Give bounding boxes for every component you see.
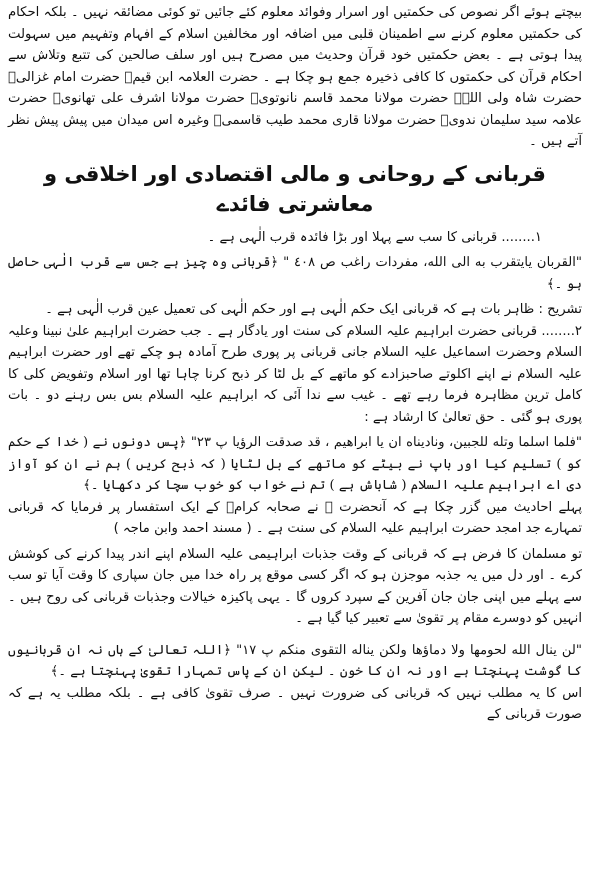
quote-one: "القربان یایتقرب به الی الله، مفردات راغب ص ٤٠٨ " ﴿قربانی وہ چیز ہے جس سے قرب الٰہی حاصل ہو ۔﴾ (8, 255, 582, 292)
hadith-paragraph: پہلے احادیث میں گزر چکا ہے کہ آنحضرت ﷺ نے صحابہ کرامؓ کے ایک استفسار پر فرمایا کہ قربانی تمہارے جد امجد حضرت ابراہیم علیہ السلام کی سنت ہے ۔ ( مسند احمد وابن ماجہ ) (8, 499, 582, 536)
section-heading: قربانی کے روحانی و مالی اقتصادی اور اخلاقی و معاشرتی فائدے (44, 161, 546, 216)
quote-two: "فلما اسلما وتله للجبين، وناديناه ان يا ابراهيم ، قد صدقت الرؤيا پ ٢٣" ﴿پس دونوں نے ( خدا کے حکم کو ) تسلیم کیا اور باپ نے بیٹے کو ماتھے کے بل لٹایا ( کہ ذبح کریں ) ہم نے ان کو آواز دی اے ابراہیم علیہ السلام ( شاباش ہے ) تم نے خواب کو خوب سچا کر دکھایا ۔﴾ (8, 435, 582, 493)
point-two: ٢........ قربانی حضرت ابراہیم علیہ السلام کی سنت اور یادگار ہے ۔ جب حضرت ابراہیم علیٰ نبینا وعلیہ السلام وحضرت اسماعیل علیہ السلام جانی قربانی پر پوری طرح آمادہ ہو چکے تھے اور حضرت ابراہیم علیہ السلام نے اپنے اکلوتے صاحبزادے کو ماتھے کے بل لٹا کر ذبح کرنا چاہا تھا اور اسلام وتفویض کلی کا کامل ترین مظاہرہ فرما رہے تھے ۔ غیب سے ندا آئی کہ ابراہیم علیہ السلام بس بس رہنے دو ۔ بات پوری ہو گئی ۔ حق تعالیٰ کا ارشاد ہے : (8, 323, 582, 425)
tashreeh-paragraph: تشریح : ظاہر بات ہے کہ قربانی ایک حکم الٰہی ہے اور حکم الٰہی کی تعمیل عین قرب الٰہی ہے ۔ (45, 302, 582, 317)
muslim-duty-paragraph: تو مسلمان کا فرض ہے کہ قربانی کے وقت جذبات ابراہیمی علیہ السلام اپنے اندر پیدا کرنے کی کوشش کرے ۔ اور دل میں یہ جذبہ موجزن ہو کہ اگر کسی موقع پر راہ خدا میں جان سپاری کا وقت آیا تو سب سے پہلے میں اپنی جان جان آفرین کے سپرد کروں گا ۔ یہی پاکیزہ خیالات وجذبات قربانی کی روح ہیں ۔ انہیں کو دوسرے مقام پر تقویٰ سے تعبیر کیا گیا ہے ۔ (8, 546, 582, 626)
quote-three: "لن ينال الله لحومها ولا دماؤها ولكن يناله التقوى منكم پ ١٧" ﴿اللہ تعالیٰ کے ہاں نہ ان قربانیوں کا گوشت پہنچتا ہے اور نہ ان کا خون ۔ لیکن ان کے پاس تمہارا تقویٰ پہنچتا ہے ۔﴾ (8, 642, 582, 679)
intro-paragraph: بیچتے ہوئے اگر نصوص کی حکمتیں اور اسرار وفوائد معلوم کئے جائیں تو کوئی مضائقہ نہیں ۔ بلکہ احکام کی حکمتیں معلوم کرنے سے اطمینان قلبی میں اضافہ اور مخالفین اسلام کے افہام وتفہیم میں سہولت پیدا ہوتی ہے ۔ بعض حکمتیں خود قرآن وحدیث میں مصرح ہیں اور سلف صالحین کی تتبع وتلاش سے احکام قرآن کی حکمتوں کا کافی ذخیرہ جمع ہو چکا ہے ۔ حضرت العلامہ ابن قیمؒ حضرت امام غزالیؒ حضرت شاہ ولی اللہؒ حضرت مولانا محمد قاسم نانوتویؒ حضرت مولانا اشرف علی تھانویؒ حضرت علامہ سید سلیمان ندویؒ حضرت مولانا قاری محمد طیب قاسمیؒ وغیرہ اس میدان میں پیش پیش نظر آتے ہیں ۔ (8, 5, 582, 149)
last-paragraph: اس کا یہ مطلب نہیں کہ قربانی کی ضرورت نہیں ۔ صرف تقویٰ کافی ہے ۔ بلکہ مطلب یہ ہے کہ صورت قربانی کے (8, 685, 582, 722)
point-one: ١........ قربانی کا سب سے پہلا اور بڑا فائدہ قرب الٰہی ہے ۔ (207, 229, 542, 245)
